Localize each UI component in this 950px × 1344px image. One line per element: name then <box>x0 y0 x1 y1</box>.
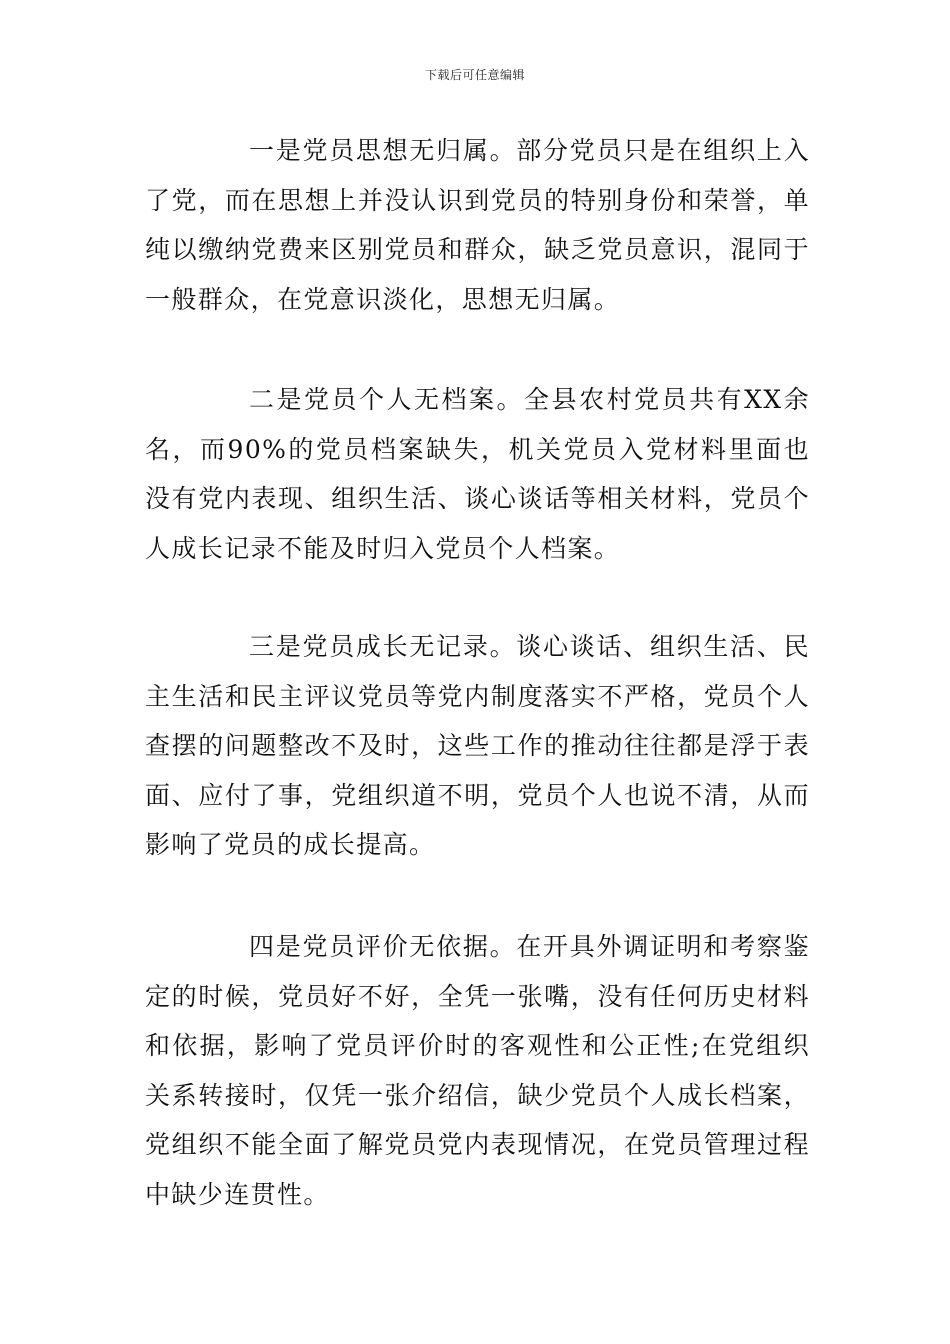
paragraph-3: 三是党员成长无记录。谈心谈话、组织生活、民主生活和民主评议党员等党内制度落实不严格，党员个人查摆的问题整改不及时，这些工作的推动往往都是浮于表面、应付了事，党组织道不明，党员个人也说不清，从而影响了党员的成长提高。 <box>145 632 810 859</box>
page-header: 下载后可任意编辑 <box>424 68 525 82</box>
paragraph-4: 四是党员评价无依据。在开具外调证明和考察鉴定的时候，党员好不好，全凭一张嘴，没有任何历史材料和依据，影响了党员评价时的客观性和公正性;在党组织关系转接时，仅凭一张介绍信，缺少党员个人成长档案，党组织不能全面了解党员党内表现情况，在党员管理过程中缺少连贯性。 <box>145 932 810 1209</box>
paragraph-1: 一是党员思想无归属。部分党员只是在组织上入了党，而在思想上并没认识到党员的特别身份和荣誉，单纯以缴纳党费来区别党员和群众，缺乏党员意识，混同于一般群众，在党意识淡化，思想无归属。 <box>145 136 810 314</box>
paragraph-2: 二是党员个人无档案。全县农村党员共有XX余名，而90%的党员档案缺失，机关党员入党材料里面也没有党内表现、组织生活、谈心谈话等相关材料，党员个人成长记录不能及时归入党员个人档案。 <box>145 385 810 563</box>
